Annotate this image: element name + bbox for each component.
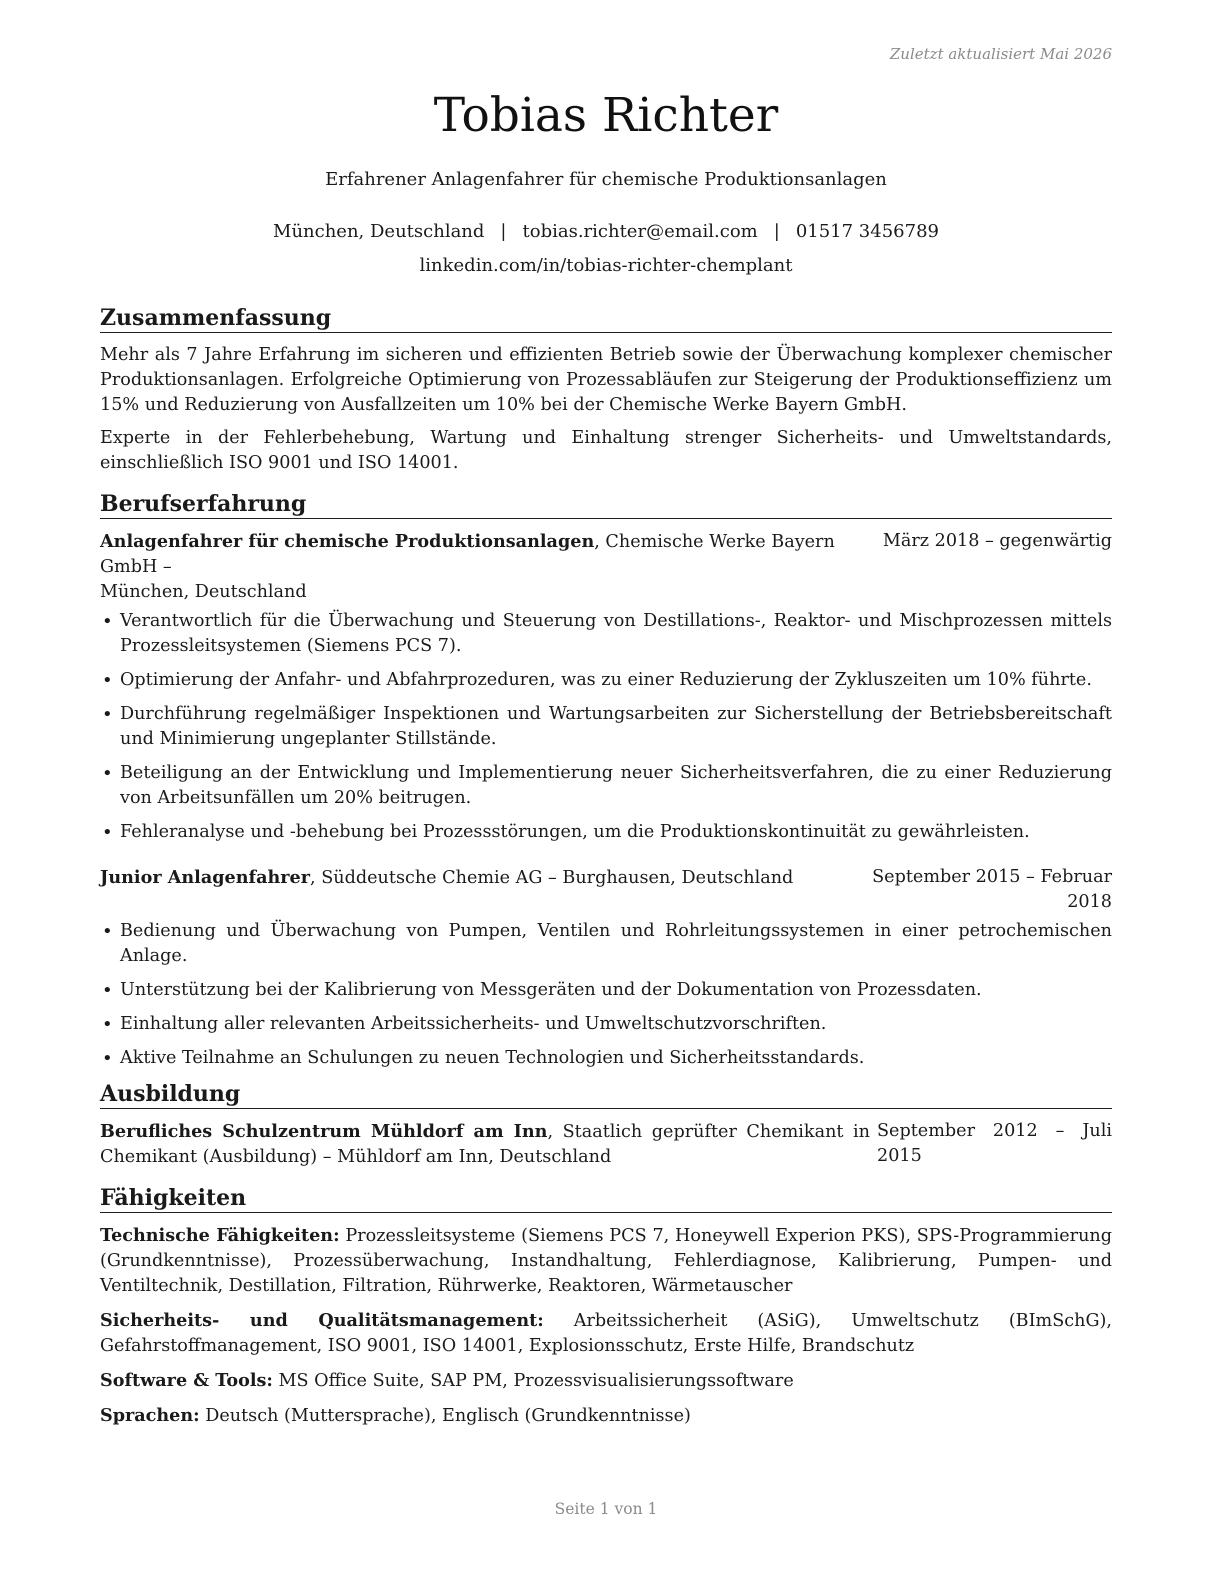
skill-label: Sprachen:	[100, 1405, 200, 1426]
job-entry	[100, 529, 1112, 845]
list-item: • Fehleranalyse und -behebung bei Prozessstörungen, um die Produktionskontinuität zu gewährleisten.	[100, 820, 1112, 845]
education-entry	[100, 1119, 1112, 1170]
skill-label: Sicherheits- und Qualitätsmanagement:	[100, 1310, 544, 1331]
job-dates: März 2018 – gegenwärtig	[882, 531, 1112, 551]
job-entry	[100, 865, 1112, 1071]
contact-separator: |	[500, 221, 507, 242]
location-text: München, Deutschland	[273, 221, 485, 242]
section-title-skills: Fähigkeiten	[100, 1184, 1112, 1213]
skill-text: MS Office Suite, SAP PM, Prozessvisualisierungssoftware	[272, 1371, 794, 1391]
candidate-headline: Erfahrener Anlagenfahrer für chemische Produktionsanlagen	[325, 169, 887, 190]
skill-line	[100, 1403, 1112, 1429]
resume-body	[100, 304, 1112, 1438]
skill-line	[100, 1223, 1112, 1299]
job-role: Junior Anlagenfahrer	[100, 867, 311, 888]
list-item: • Optimierung der Anfahr- und Abfahrprozeduren, was zu einer Reduzierung der Zykluszeiten um 10% führte.	[100, 668, 1112, 693]
job-company: , Chemische Werke Bayern GmbH –	[100, 532, 835, 577]
section-title-summary: Zusammenfassung	[100, 304, 1112, 333]
phone-text: 01517 3456789	[795, 221, 939, 242]
summary-paragraph: Mehr als 7 Jahre Erfahrung im sicheren und effizienten Betrieb sowie der Überwachung komplexer chemischer Produktionsanlagen. Erfolgreiche Optimierung von Prozessabläufen zur Steigerung der Produktionseffizienz um 15% und Reduzierung von Ausfallzeiten um 10% bei der Chemische Werke Bayern GmbH.	[100, 345, 1112, 415]
education-dates: September 2012 – Juli 2015	[877, 1121, 1112, 1166]
contact-line	[0, 220, 1212, 244]
list-item: • Einhaltung aller relevanten Arbeitssicherheits- und Umweltschutzvorschriften.	[100, 1012, 1112, 1037]
list-item: • Unterstützung bei der Kalibrierung von Messgeräten und der Dokumentation von Prozessdaten.	[100, 978, 1112, 1003]
list-item: • Aktive Teilnahme an Schulungen zu neuen Technologien und Sicherheitsstandards.	[100, 1046, 1112, 1071]
skill-text: Deutsch (Muttersprache), Englisch (Grundkenntnisse)	[199, 1406, 691, 1426]
last-updated-note: Zuletzt aktualisiert Mai 2026	[889, 45, 1112, 63]
email-link[interactable]: tobias.richter@email.com	[522, 221, 758, 242]
summary-paragraph: Experte in der Fehlerbehebung, Wartung und Einhaltung strenger Sicherheits- und Umweltstandards, einschließlich ISO 9001 und ISO 14001.	[100, 428, 1112, 473]
skill-line	[100, 1308, 1112, 1359]
education-detail: , Staatlich geprüfter Chemikant in Chemikant (Ausbildung) – Mühldorf am Inn, Deutschland	[100, 1122, 870, 1167]
job-role: Anlagenfahrer für chemische Produktionsanlagen	[100, 531, 595, 552]
contact-separator: |	[773, 221, 780, 242]
job-company: , Süddeutsche Chemie AG – Burghausen, Deutschland	[310, 868, 794, 888]
list-item: • Bedienung und Überwachung von Pumpen, Ventilen und Rohrleitungssystemen in einer petrochemischen Anlage.	[100, 919, 1112, 969]
skill-line	[100, 1368, 1112, 1394]
section-title-experience: Berufserfahrung	[100, 490, 1112, 519]
candidate-name: Tobias Richter	[433, 88, 779, 143]
skill-label: Software & Tools:	[100, 1370, 273, 1391]
list-item: • Verantwortlich für die Überwachung und Steuerung von Destillations-, Reaktor- und Mischprozessen mittels Prozessleitsystemen (Siemens PCS 7).	[100, 609, 1112, 659]
education-school: Berufliches Schulzentrum Mühldorf am Inn	[100, 1121, 548, 1142]
job-header	[100, 529, 1112, 580]
page-number: Seite 1 von 1	[554, 1500, 658, 1518]
skill-label: Technische Fähigkeiten:	[100, 1225, 340, 1246]
job-location: München, Deutschland	[100, 582, 307, 602]
section-title-education: Ausbildung	[100, 1080, 1112, 1109]
job-dates: September 2015 – Februar 2018	[872, 867, 1112, 912]
list-item: • Durchführung regelmäßiger Inspektionen und Wartungsarbeiten zur Sicherstellung der Betriebsbereitschaft und Minimierung ungeplanter Stillstände.	[100, 702, 1112, 752]
skill-text: Arbeitssicherheit (ASiG), Umweltschutz (BImSchG), Gefahrstoffmanagement, ISO 9001, ISO 14001, Explosionsschutz, Erste Hilfe, Brandschutz	[100, 1311, 1112, 1356]
job-bullets	[100, 919, 1112, 1071]
list-item: • Beteiligung an der Entwicklung und Implementierung neuer Sicherheitsverfahren, die zu einer Reduzierung von Arbeitsunfällen um 20% beitrugen.	[100, 761, 1112, 811]
skill-text: Prozessleitsysteme (Siemens PCS 7, Honeywell Experion PKS), SPS-Programmierung (Grundkenntnisse), Prozessüberwachung, Instandhaltung, Fehlerdiagnose, Kalibrierung, Pumpen- und Ventiltechnik, Destillation, Filtration, Rührwerke, Reaktoren, Wärmetauscher	[100, 1226, 1112, 1296]
job-header	[100, 865, 1112, 915]
linkedin-link[interactable]: linkedin.com/in/tobias-richter-chemplant	[419, 255, 793, 276]
job-bullets	[100, 609, 1112, 845]
